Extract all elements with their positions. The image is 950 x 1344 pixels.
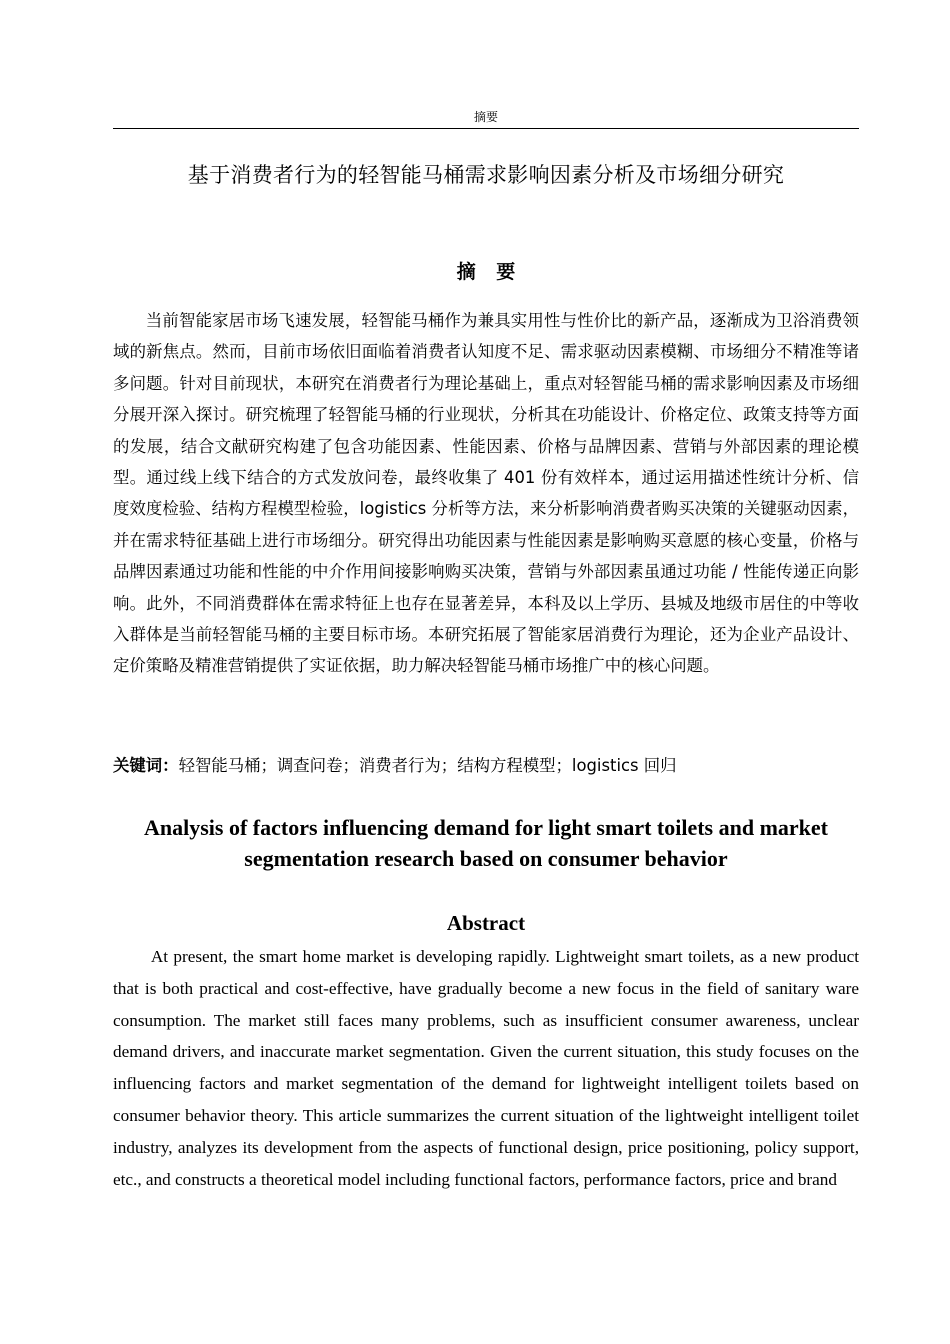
english-title: Analysis of factors influencing demand for light smart toilets and market segmentation research based on consumer behavior xyxy=(143,815,829,871)
header-rule xyxy=(113,128,859,129)
chinese-abstract-body: 当前智能家居市场飞速发展，轻智能马桶作为兼具实用性与性价比的新产品，逐渐成为卫浴消费领域的新焦点。然而，目前市场依旧面临着消费者认知度不足、需求驱动因素模糊、市场细分不精准等诸多问题。针对目前现状，本研究在消费者行为理论基础上，重点对轻智能马桶的需求影响因素及市场细分展开深入探讨。研究梳理了轻智能马桶的行业现状，分析其在功能设计、价格定位、政策支持等方面的发展，结合文献研究构建了包含功能因素、性能因素、价格与品牌因素、营销与外部因素的理论模型。通过线上线下结合的方式发放问卷，最终收集了 401 份有效样本，通过运用描述性统计分析、信度效度检验、结构方程模型检验，logistics 分析等方法，来分析影响消费者购买决策的关键驱动因素，并在需求特征基础上进行市场细分。研究得出功能因素与性能因素是影响购买意愿的核心变量，价格与品牌因素通过功能和性能的中介作用间接影响购买决策，营销与外部因素虽通过功能 / 性能传递正向影响。此外，不同消费群体在需求特征上也存在显著差异，本科及以上学历、县城及地级市居住的中等收入群体是当前轻智能马桶的主要目标市场。本研究拓展了智能家居消费行为理论，还为企业产品设计、定价策略及精准营销提供了实证依据，助力解决轻智能马桶市场推广中的核心问题。 xyxy=(113,311,859,676)
keywords-list: 轻智能马桶；调查问卷；消费者行为；结构方程模型；logistics 回归 xyxy=(178,756,677,775)
english-abstract-heading: Abstract xyxy=(446,911,526,935)
chinese-abstract-heading: 摘 要 xyxy=(456,261,516,283)
keywords-label: 关键词： xyxy=(113,756,179,775)
running-header: 摘要 xyxy=(473,110,498,124)
english-abstract-body: At present, the smart home market is developing rapidly. Lightweight smart toilets, as a new product that is both practical and cost-effective, have gradually become a new focus in the field of sanitary ware consumption. The market still faces many problems, such as insufficient consumer awareness, unclear demand drivers, and inaccurate market segmentation. Given the current situation, this study focuses on the influencing factors and market segmentation of the demand for lightweight intelligent toilets based on consumer behavior theory. This article summarizes the current situation of the lightweight intelligent toilet industry, analyzes its development from the aspects of functional design, price positioning, policy support, etc., and constructs a theoretical model including functional factors, performance factors, price and brand xyxy=(113,947,859,1189)
chinese-title: 基于消费者行为的轻智能马桶需求影响因素分析及市场细分研究 xyxy=(187,163,785,187)
chinese-keywords xyxy=(113,751,859,781)
